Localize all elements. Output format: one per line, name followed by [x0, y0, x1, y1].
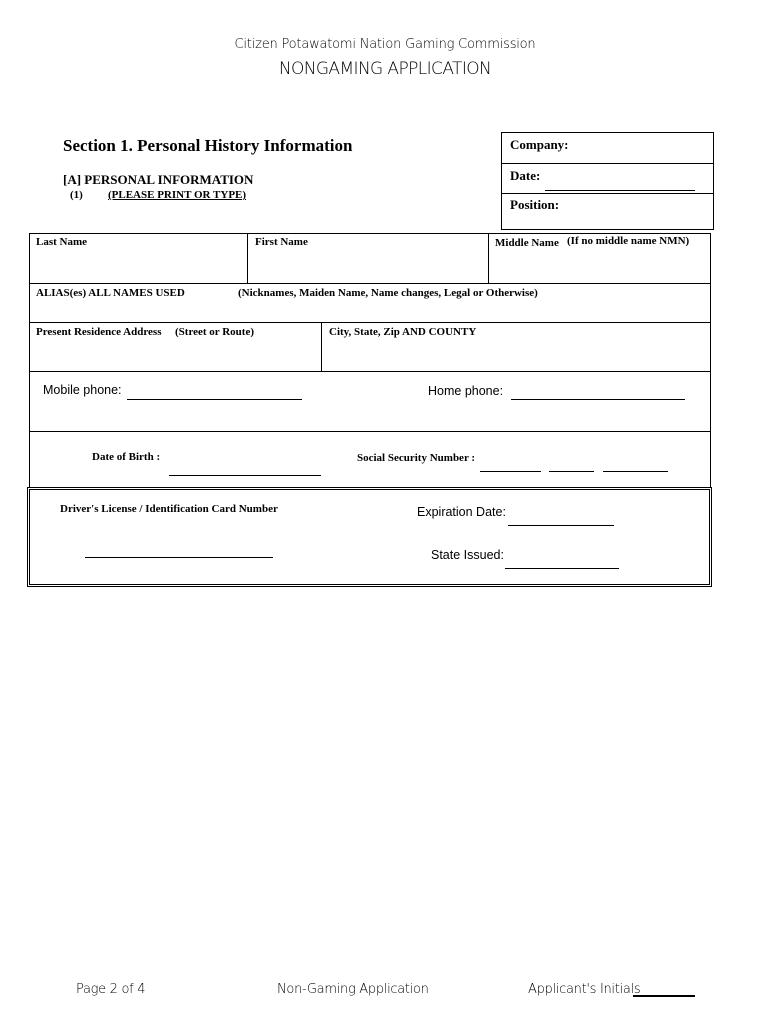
company-label: Company: [510, 137, 569, 152]
address-input[interactable] [35, 344, 315, 366]
license-underline [85, 557, 273, 558]
alias-label: ALIAS(es) ALL NAMES USED [36, 287, 185, 299]
middle-name-input[interactable] [495, 256, 705, 276]
ssn-part1-input[interactable] [482, 455, 539, 470]
position-input[interactable] [575, 197, 705, 213]
date-underline [545, 190, 695, 191]
first-name-input[interactable] [254, 256, 482, 276]
middle-name-note: (If no middle name NMN) [567, 235, 690, 247]
phone-row [29, 371, 711, 432]
middle-name-label: Middle Name [495, 237, 559, 249]
alias-note: (Nicknames, Maiden Name, Name changes, Legal or Otherwise) [238, 287, 538, 299]
city-state-label: City, State, Zip AND COUNTY [329, 326, 477, 338]
dob-underline [169, 475, 321, 476]
expiration-underline [508, 525, 614, 526]
mobile-phone-label: Mobile phone: [43, 383, 122, 397]
page-number: Page 2 of 4 [76, 982, 146, 997]
home-phone-label: Home phone: [428, 384, 504, 398]
date-input[interactable] [548, 171, 693, 187]
organization-name: Citizen Potawatomi Nation Gaming Commission [234, 37, 536, 52]
mobile-phone-input[interactable] [129, 382, 299, 398]
initials-underline [633, 995, 695, 997]
home-phone-underline [511, 399, 685, 400]
address-label: Present Residence Address [36, 326, 162, 338]
expiration-label: Expiration Date: [417, 505, 506, 519]
ssn-part3-input[interactable] [605, 455, 666, 470]
mobile-phone-underline [127, 399, 302, 400]
expiration-input[interactable] [510, 508, 612, 524]
section-title: Section 1. Personal History Information [63, 136, 353, 155]
state-issued-label: State Issued: [431, 548, 504, 562]
address-note: (Street or Route) [175, 326, 255, 338]
last-name-input[interactable] [35, 256, 240, 276]
print-instruction: (PLEASE PRINT OR TYPE) [108, 189, 247, 201]
alias-input[interactable] [35, 302, 705, 320]
item-number: (1) [70, 189, 83, 201]
first-name-label: First Name [255, 236, 308, 248]
date-label: Date: [510, 168, 541, 183]
form-title: NONGAMING APPLICATION [278, 59, 492, 79]
license-input[interactable] [87, 540, 271, 556]
city-state-input[interactable] [328, 344, 706, 366]
ssn-part2-input[interactable] [551, 455, 592, 470]
license-box [27, 487, 712, 587]
ssn-label: Social Security Number : [357, 452, 476, 464]
state-issued-input[interactable] [507, 551, 617, 567]
ssn-part3-underline [603, 471, 668, 472]
dob-input[interactable] [171, 458, 319, 474]
ssn-part1-underline [480, 471, 541, 472]
footer-doc-name: Non-Gaming Application [277, 982, 429, 997]
initials-label: Applicant's Initials [528, 982, 641, 997]
company-input[interactable] [575, 137, 705, 153]
last-name-label: Last Name [36, 236, 88, 248]
position-label: Position: [510, 197, 560, 212]
ssn-part2-underline [549, 471, 594, 472]
state-issued-underline [505, 568, 619, 569]
license-label: Driver's License / Identification Card Number [60, 503, 278, 515]
dob-label: Date of Birth : [92, 451, 161, 463]
initials-input[interactable] [634, 981, 694, 995]
home-phone-input[interactable] [513, 382, 683, 398]
subheading: [A] PERSONAL INFORMATION [63, 172, 254, 187]
